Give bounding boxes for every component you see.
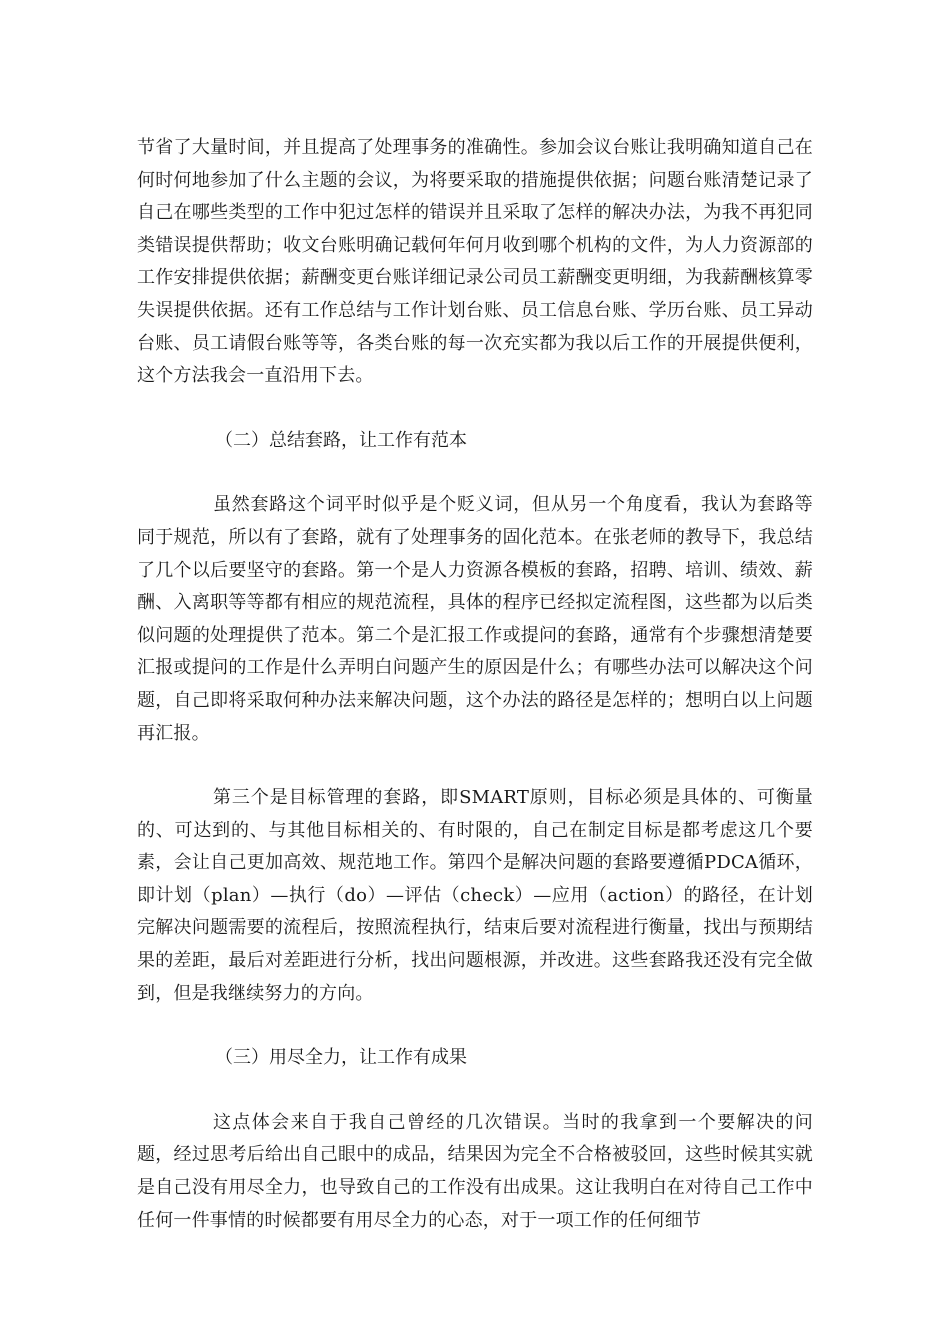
document-page (137, 132, 813, 1237)
paragraph-ledger-benefits: 节省了大量时间，并且提高了处理事务的准确性。参加会议台账让我明确知道自己在何时何地参加了什么主题的会议，为将要采取的措施提供依据；问题台账清楚记录了自己在哪些类型的工作中犯过怎样的错误并且采取了怎样的解决办法，为我不再犯同类错误提供帮助；收文台账明确记载何年何月收到哪个机构的文件，为人力资源部的工作安排提供依据；薪酬变更台账详细记录公司员工薪酬变更明细，为我薪酬核算零失误提供依据。还有工作总结与工作计划台账、员工信息台账、学历台账、员工异动台账、员工请假台账等等，各类台账的每一次充实都为我以后工作的开展提供便利，这个方法我会一直沿用下去。 (137, 137, 813, 387)
section-heading-3: （三）用尽全力，让工作有成果 (215, 1047, 467, 1069)
paragraph-gap (137, 1010, 813, 1042)
paragraph-smart-pdca: 第三个是目标管理的套路，即SMART原则，目标必须是具体的、可衡量的、可达到的、与其他目标相关的、有时限的，自己在制定目标是都考虑这几个要素，会让自己更加高效、规范地工作。第四个是解决问题的套路要遵循PDCA循环，即计划（plan）—执行（do）—评估（check）—应用（action）的路径，在计划完解决问题需要的流程后，按照流程执行，结束后要对流程进行衡量，找出与预期结果的差距，最后对差距进行分析，找出问题根源，并改进。这些套路我还没有完全做到，但是我继续努力的方向。 (137, 787, 813, 1004)
paragraph-gap (137, 393, 813, 425)
paragraph-gap (137, 750, 813, 782)
paragraph-routines: 虽然套路这个词平时似乎是个贬义词，但从另一个角度看，我认为套路等同于规范，所以有了套路，就有了处理事务的固化范本。在张老师的教导下，我总结了几个以后要坚守的套路。第一个是人力资源各模板的套路，招聘、培训、绩效、薪酬、入离职等等都有相应的规范流程，具体的程序已经拟定流程图，这些都为以后类似问题的处理提供了范本。第二个是汇报工作或提问的套路，通常有个步骤想清楚要汇报或提问的工作是什么弄明白问题产生的原因是什么；有哪些办法可以解决这个问题，自己即将采取何种办法来解决问题，这个办法的路径是怎样的；想明白以上问题再汇报。 (137, 494, 813, 744)
paragraph-gap (137, 1075, 813, 1107)
paragraph-gap (137, 457, 813, 489)
section-heading-2: （二）总结套路，让工作有范本 (215, 429, 467, 451)
paragraph-full-effort: 这点体会来自于我自己曾经的几次错误。当时的我拿到一个要解决的问题，经过思考后给出自己眼中的成品，结果因为完全不合格被驳回，这些时候其实就是自己没有用尽全力，也导致自己的工作没有出成果。这让我明白在对待自己工作中任何一件事情的时候都要有用尽全力的心态，对于一项工作的任何细节 (137, 1111, 813, 1231)
